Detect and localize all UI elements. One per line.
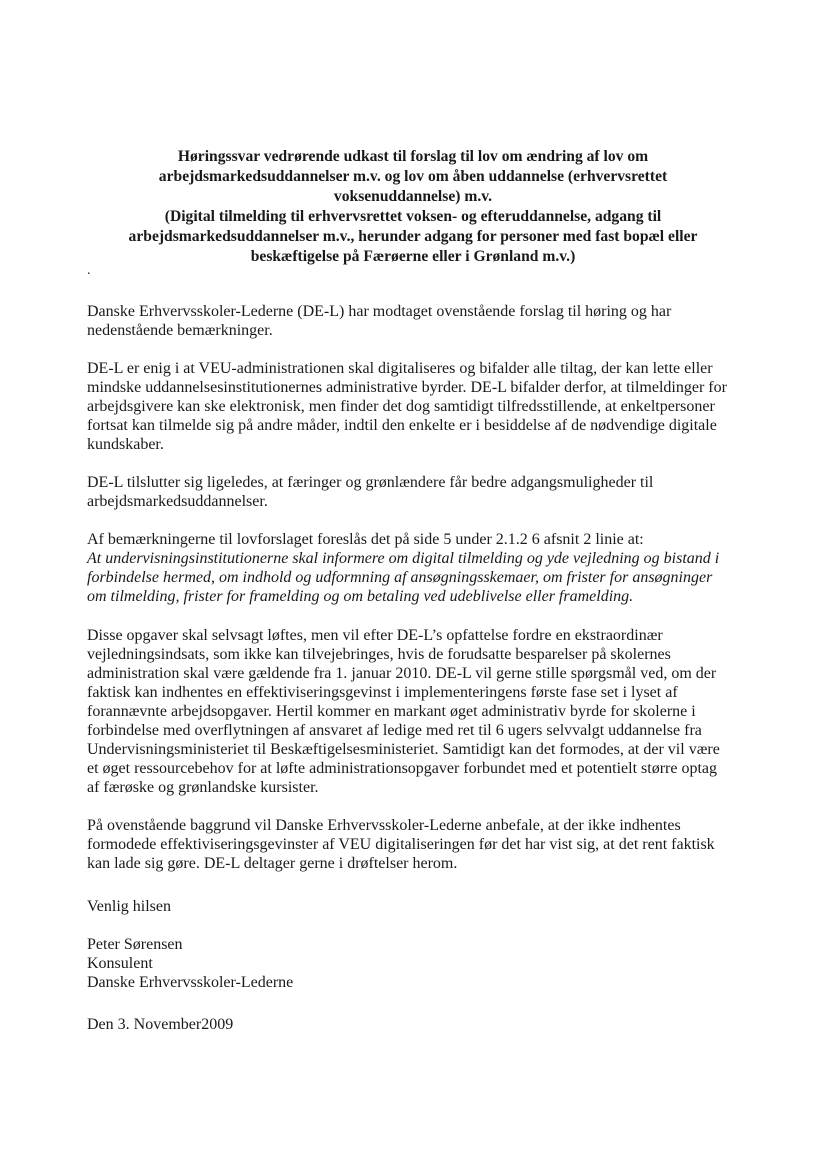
signature-block bbox=[87, 935, 767, 992]
document-title bbox=[60, 147, 766, 267]
text-line: Venlig hilsen bbox=[87, 898, 171, 915]
text-line: Af bemærkningerne til lovforslaget foreslås det på side 5 under 2.1.2 6 afsnit 2 linie at: bbox=[87, 531, 644, 548]
paragraph-conclusion bbox=[87, 816, 767, 873]
paragraph-tasks bbox=[87, 626, 767, 797]
text-line: af færøske og grønlandske kursister. bbox=[87, 779, 319, 796]
text-line: formodede effektiviseringsgevinster af VEU digitaliseringen før det har vist sig, at det rent faktisk bbox=[87, 836, 715, 853]
text-line: faktisk kan indhentes en effektiviseringsgevinst i implementeringens første fase set i lyset af bbox=[87, 684, 678, 701]
text-line: et øget ressourcebehov for at løfte administrationsopgaver forbundet med et potentielt større optag bbox=[87, 760, 718, 777]
text-line: På ovenstående baggrund vil Danske Erhvervsskoler-Lederne anbefale, at der ikke indhentes bbox=[87, 817, 681, 834]
text-line: kundskaber. bbox=[87, 436, 164, 453]
text-line: nedenstående bemærkninger. bbox=[87, 322, 273, 339]
text-line: DE-L tilslutter sig ligeledes, at færinger og grønlændere får bedre adgangsmuligheder til bbox=[87, 474, 654, 491]
document-date bbox=[87, 1015, 767, 1034]
text-line: Undervisningsministeriet til Beskæftigelsesministeriet. Samtidigt kan det formodes, at der vil være bbox=[87, 741, 720, 758]
signature-organization: Danske Erhvervsskoler-Lederne bbox=[87, 974, 294, 991]
quote-line: om tilmelding, frister for framelding og om betaling ved udeblivelse eller framelding. bbox=[87, 588, 634, 605]
text-line: forannævnte arbejdsopgaver. Hertil kommer en markant øget administrativ byrde for skolerne i bbox=[87, 703, 696, 720]
text-line: fortsat kan tilmelde sig på andre måder, indtil den enkelte er i besiddelse af de nødvendige digitale bbox=[87, 417, 717, 434]
title-line: (Digital tilmelding til erhvervsrettet voksen- og efteruddannelse, adgang til bbox=[164, 208, 662, 225]
signature-name: Peter Sørensen bbox=[87, 936, 183, 953]
stray-mark: . bbox=[87, 263, 91, 278]
closing-greeting bbox=[87, 897, 767, 916]
text-line: Disse opgaver skal selvsagt løftes, men vil efter DE-L’s opfattelse fordre en ekstraordinær bbox=[87, 627, 663, 644]
title-line: arbejdsmarkedsuddannelser m.v. og lov om åben uddannelse (erhvervsrettet bbox=[158, 168, 668, 185]
paragraph-faroe bbox=[87, 473, 767, 511]
title-line: voksenuddannelse) m.v. bbox=[333, 188, 493, 205]
quote-line: At undervisningsinstitutionerne skal informere om digital tilmelding og yde vejledning og bistand i bbox=[87, 550, 720, 567]
text-line: DE-L er enig i at VEU-administrationen skal digitaliseres og bifalder alle tiltag, der kan lette eller bbox=[87, 360, 713, 377]
text-line: administration skal være gældende fra 1. januar 2010. DE-L vil gerne stille spørgsmål ved, om der bbox=[87, 665, 717, 682]
paragraph-digital bbox=[87, 359, 767, 454]
title-line: beskæftigelse på Færøerne eller i Grønland m.v.) bbox=[250, 248, 576, 265]
signature-role: Konsulent bbox=[87, 955, 153, 972]
text-line: Den 3. November2009 bbox=[87, 1016, 234, 1033]
text-line: kan lade sig gøre. DE-L deltager gerne i drøftelser herom. bbox=[87, 855, 458, 872]
text-line: arbejdsgivere kan ske elektronisk, men finder det dog samtidigt tilfredsstillende, at enkeltpersoner bbox=[87, 398, 715, 415]
text-line: vejledningsindsats, som ikke kan tilvejebringes, hvis de forudsatte besparelser på skolernes bbox=[87, 646, 671, 663]
text-line: arbejdsmarkedsuddannelser. bbox=[87, 493, 268, 510]
paragraph-remarks bbox=[87, 530, 767, 606]
title-line: Høringssvar vedrørende udkast til forslag til lov om ændring af lov om bbox=[177, 148, 649, 165]
text-line: forbindelse med overflytningen af ansvaret af ledige med ret til 6 ugers selvvalgt uddannelse fra bbox=[87, 722, 702, 739]
paragraph-intro bbox=[87, 302, 767, 340]
title-line: arbejdsmarkedsuddannelser m.v., herunder adgang for personer med fast bopæl eller bbox=[128, 228, 698, 245]
quote-line: forbindelse hermed, om indhold og udformning af ansøgningsskemaer, om frister for ansøgninger bbox=[87, 569, 713, 586]
text-line: mindske uddannelsesinstitutionernes administrative byrder. DE-L bifalder derfor, at tilmeldinger for bbox=[87, 379, 727, 396]
text-line: Danske Erhvervsskoler-Lederne (DE-L) har modtaget ovenstående forslag til høring og har bbox=[87, 303, 672, 320]
